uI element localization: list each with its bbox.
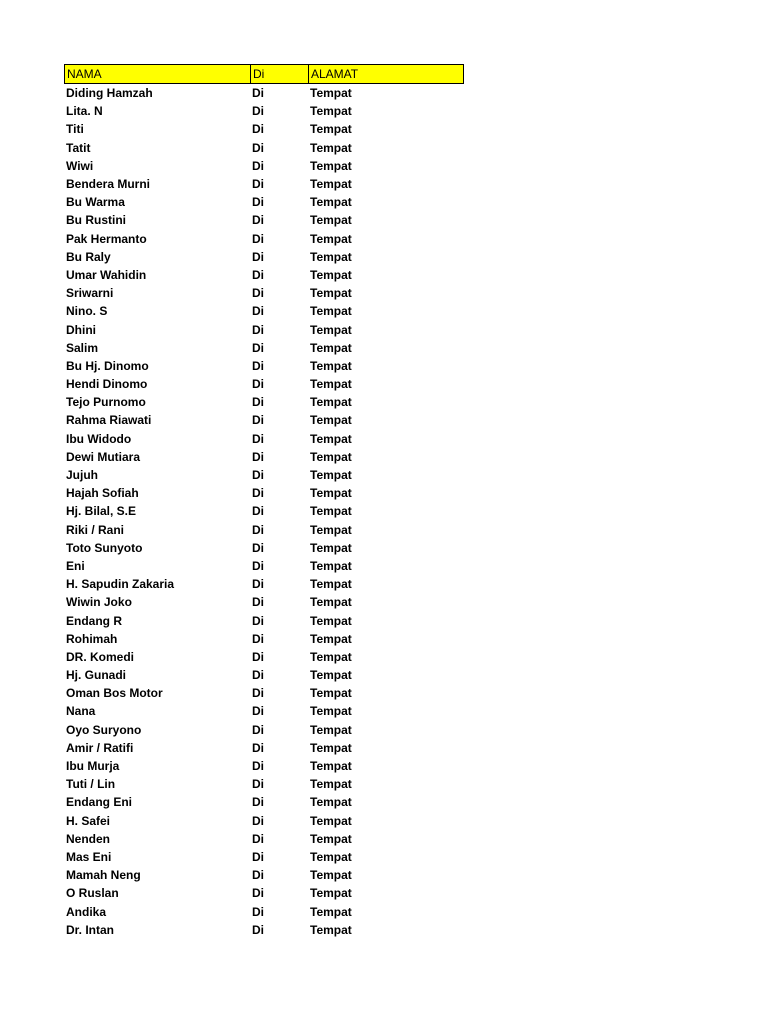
cell-di[interactable]: Di — [252, 413, 264, 428]
cell-nama[interactable]: Tejo Purnomo — [66, 395, 146, 410]
table-row — [64, 757, 464, 775]
cell-di[interactable]: Di — [252, 668, 264, 683]
cell-di[interactable]: Di — [252, 922, 264, 937]
cell-alamat[interactable]: Tempat — [310, 831, 352, 846]
table-row — [64, 866, 464, 884]
table-row — [64, 230, 464, 248]
cell-nama[interactable]: Tuti / Lin — [66, 777, 116, 792]
table-row — [64, 357, 464, 375]
header-di[interactable]: Di — [251, 65, 309, 83]
cell-nama[interactable]: Wiwi — [66, 158, 94, 173]
cell-alamat[interactable]: Tempat — [310, 286, 352, 301]
table-row — [64, 266, 464, 284]
cell-di[interactable]: Di — [252, 122, 264, 137]
cell-alamat[interactable]: Tempat — [310, 267, 352, 282]
table-row — [64, 175, 464, 193]
cell-alamat[interactable]: Tempat — [310, 722, 352, 737]
table-row — [64, 812, 464, 830]
cell-nama[interactable]: Nino. S — [66, 304, 108, 319]
cell-alamat[interactable]: Tempat — [310, 377, 352, 392]
table-row — [64, 284, 464, 302]
cell-nama[interactable]: Salim — [66, 340, 99, 355]
table-row — [64, 557, 464, 575]
table-row — [64, 830, 464, 848]
cell-alamat[interactable]: Tempat — [310, 849, 352, 864]
cell-alamat[interactable]: Tempat — [310, 322, 352, 337]
cell-di[interactable]: Di — [252, 468, 264, 483]
table-row — [64, 666, 464, 684]
table-body — [64, 84, 464, 939]
cell-di[interactable]: Di — [252, 631, 264, 646]
table-row — [64, 411, 464, 429]
cell-alamat[interactable]: Tempat — [310, 468, 352, 483]
cell-di[interactable]: Di — [252, 286, 264, 301]
cell-nama[interactable]: Pak Hermanto — [66, 231, 147, 246]
cell-nama[interactable]: Bu Warma — [66, 195, 125, 210]
cell-nama[interactable]: Andika — [66, 904, 107, 919]
cell-nama[interactable]: Dewi Mutiara — [66, 449, 141, 464]
table-row — [64, 611, 464, 629]
table-row — [64, 466, 464, 484]
cell-alamat[interactable]: Tempat — [310, 140, 352, 155]
table-row — [64, 302, 464, 320]
cell-di[interactable]: Di — [252, 449, 264, 464]
cell-di[interactable]: Di — [252, 558, 264, 573]
cell-alamat[interactable]: Tempat — [310, 431, 352, 446]
cell-nama[interactable]: Nana — [66, 704, 96, 719]
table-row — [64, 739, 464, 757]
table-row — [64, 211, 464, 229]
cell-alamat[interactable]: Tempat — [310, 340, 352, 355]
cell-alamat[interactable]: Tempat — [310, 213, 352, 228]
cell-alamat[interactable]: Tempat — [310, 104, 352, 119]
cell-alamat[interactable]: Tempat — [310, 358, 352, 373]
cell-di[interactable]: Di — [252, 431, 264, 446]
cell-nama[interactable]: Bu Raly — [66, 249, 111, 264]
table-row — [64, 575, 464, 593]
cell-di[interactable]: Di — [252, 231, 264, 246]
cell-alamat[interactable]: Tempat — [310, 449, 352, 464]
cell-nama[interactable]: O Ruslan — [66, 886, 119, 901]
table-row — [64, 793, 464, 811]
cell-alamat[interactable]: Tempat — [310, 704, 352, 719]
table-row — [64, 684, 464, 702]
cell-alamat[interactable]: Tempat — [310, 158, 352, 173]
cell-nama[interactable]: Hj. Gunadi — [66, 668, 126, 683]
cell-nama[interactable]: Ibu Widodo — [66, 431, 132, 446]
cell-alamat[interactable]: Tempat — [310, 904, 352, 919]
header-alamat[interactable]: ALAMAT — [311, 67, 359, 81]
cell-alamat[interactable]: Tempat — [310, 795, 352, 810]
cell-alamat[interactable]: Tempat — [310, 577, 352, 592]
cell-alamat[interactable]: Tempat — [310, 740, 352, 755]
table-row — [64, 120, 464, 138]
cell-nama[interactable]: DR. Komedi — [66, 649, 135, 664]
cell-nama[interactable]: Umar Wahidin — [66, 267, 147, 282]
table-row — [64, 139, 464, 157]
table-row — [64, 193, 464, 211]
cell-nama[interactable]: Rahma Riawati — [66, 413, 152, 428]
table-row — [64, 430, 464, 448]
cell-di[interactable]: Di — [252, 377, 264, 392]
cell-nama[interactable]: Dr. Intan — [66, 922, 115, 937]
cell-di[interactable]: Di — [252, 86, 264, 101]
cell-di[interactable]: Di — [252, 577, 264, 592]
cell-di[interactable]: Di — [252, 595, 264, 610]
cell-alamat[interactable]: Tempat — [310, 522, 352, 537]
cell-nama[interactable]: Toto Sunyoto — [66, 540, 143, 555]
cell-di[interactable]: Di — [252, 740, 264, 755]
cell-di[interactable]: Di — [252, 195, 264, 210]
cell-nama[interactable]: Riki / Rani — [66, 522, 125, 537]
cell-di[interactable]: Di — [252, 649, 264, 664]
table-row — [64, 884, 464, 902]
cell-alamat[interactable]: Tempat — [310, 540, 352, 555]
table-row — [64, 702, 464, 720]
cell-nama[interactable]: Amir / Ratifi — [66, 740, 134, 755]
cell-alamat[interactable]: Tempat — [310, 249, 352, 264]
table-row — [64, 593, 464, 611]
cell-alamat[interactable]: Tempat — [310, 122, 352, 137]
cell-nama[interactable]: Jujuh — [66, 468, 98, 483]
cell-nama[interactable]: Dhini — [66, 322, 96, 337]
cell-alamat[interactable]: Tempat — [310, 922, 352, 937]
cell-di[interactable]: Di — [252, 177, 264, 192]
table-row — [64, 84, 464, 102]
table-row — [64, 320, 464, 338]
header-nama[interactable]: NAMA — [65, 65, 251, 83]
cell-alamat[interactable]: Tempat — [310, 613, 352, 628]
cell-di[interactable]: Di — [252, 722, 264, 737]
cell-nama[interactable]: Oman Bos Motor — [66, 686, 163, 701]
table-row — [64, 775, 464, 793]
cell-nama[interactable]: Endang Eni — [66, 795, 132, 810]
cell-nama[interactable]: Eni — [66, 558, 85, 573]
cell-di[interactable]: Di — [252, 504, 264, 519]
table-row — [64, 339, 464, 357]
cell-di[interactable]: Di — [252, 340, 264, 355]
cell-nama[interactable]: Tatit — [66, 140, 91, 155]
cell-di[interactable]: Di — [252, 759, 264, 774]
cell-nama[interactable]: Rohimah — [66, 631, 118, 646]
cell-di[interactable]: Di — [252, 486, 264, 501]
cell-alamat[interactable]: Tempat — [310, 231, 352, 246]
cell-nama[interactable]: Diding Hamzah — [66, 86, 153, 101]
table-header-row — [64, 64, 464, 84]
cell-nama[interactable]: H. Safei — [66, 813, 111, 828]
cell-alamat[interactable]: Tempat — [310, 395, 352, 410]
table-row — [64, 448, 464, 466]
table-row — [64, 375, 464, 393]
cell-alamat[interactable]: Tempat — [310, 868, 352, 883]
cell-nama[interactable]: Endang R — [66, 613, 122, 628]
table-row — [64, 648, 464, 666]
cell-nama[interactable]: Nenden — [66, 831, 111, 846]
cell-nama[interactable]: Ibu Murja — [66, 759, 120, 774]
cell-alamat[interactable]: Tempat — [310, 595, 352, 610]
cell-di[interactable]: Di — [252, 686, 264, 701]
cell-di[interactable]: Di — [252, 704, 264, 719]
cell-nama[interactable]: Hendi Dinomo — [66, 377, 148, 392]
table-row — [64, 630, 464, 648]
cell-di[interactable]: Di — [252, 831, 264, 846]
cell-di[interactable]: Di — [252, 267, 264, 282]
cell-di[interactable]: Di — [252, 213, 264, 228]
cell-di[interactable]: Di — [252, 540, 264, 555]
cell-di[interactable]: Di — [252, 395, 264, 410]
cell-alamat[interactable]: Tempat — [310, 886, 352, 901]
table-row — [64, 248, 464, 266]
table-row — [64, 539, 464, 557]
cell-alamat[interactable]: Tempat — [310, 304, 352, 319]
cell-di[interactable]: Di — [252, 904, 264, 919]
cell-di[interactable]: Di — [252, 613, 264, 628]
table-row — [64, 484, 464, 502]
cell-alamat[interactable]: Tempat — [310, 813, 352, 828]
table-row — [64, 921, 464, 939]
cell-nama[interactable]: Sriwarni — [66, 286, 114, 301]
table-row — [64, 721, 464, 739]
address-table — [64, 64, 464, 939]
cell-nama[interactable]: H. Sapudin Zakaria — [66, 577, 175, 592]
cell-alamat[interactable]: Tempat — [310, 558, 352, 573]
table-row — [64, 393, 464, 411]
cell-nama[interactable]: Bu Hj. Dinomo — [66, 358, 149, 373]
cell-di[interactable]: Di — [252, 249, 264, 264]
cell-di[interactable]: Di — [252, 358, 264, 373]
cell-alamat[interactable]: Tempat — [310, 649, 352, 664]
cell-alamat[interactable]: Tempat — [310, 777, 352, 792]
table-row — [64, 848, 464, 866]
cell-di[interactable]: Di — [252, 158, 264, 173]
cell-di[interactable]: Di — [252, 849, 264, 864]
cell-nama[interactable]: Mamah Neng — [66, 868, 141, 883]
table-row — [64, 102, 464, 120]
cell-di[interactable]: Di — [252, 868, 264, 883]
cell-nama[interactable]: Wiwin Joko — [66, 595, 132, 610]
cell-di[interactable]: Di — [252, 322, 264, 337]
cell-nama[interactable]: Hajah Sofiah — [66, 486, 139, 501]
cell-nama[interactable]: Bendera Murni — [66, 177, 151, 192]
cell-nama[interactable]: Bu Rustini — [66, 213, 126, 228]
cell-alamat[interactable]: Tempat — [310, 504, 352, 519]
cell-di[interactable]: Di — [252, 886, 264, 901]
cell-di[interactable]: Di — [252, 813, 264, 828]
cell-alamat[interactable]: Tempat — [310, 177, 352, 192]
cell-nama[interactable]: Mas Eni — [66, 849, 112, 864]
cell-di[interactable]: Di — [252, 304, 264, 319]
table-row — [64, 902, 464, 920]
cell-alamat[interactable]: Tempat — [310, 413, 352, 428]
cell-alamat[interactable]: Tempat — [310, 668, 352, 683]
table-row — [64, 502, 464, 520]
cell-alamat[interactable]: Tempat — [310, 195, 352, 210]
cell-alamat[interactable]: Tempat — [310, 759, 352, 774]
table-row — [64, 157, 464, 175]
table-row — [64, 521, 464, 539]
cell-di[interactable]: Di — [252, 104, 264, 119]
cell-alamat[interactable]: Tempat — [310, 486, 352, 501]
cell-nama[interactable]: Lita. N — [66, 104, 103, 119]
cell-di[interactable]: Di — [252, 522, 264, 537]
cell-nama[interactable]: Hj. Bilal, S.E — [66, 504, 137, 519]
cell-di[interactable]: Di — [252, 777, 264, 792]
cell-di[interactable]: Di — [252, 140, 264, 155]
cell-alamat[interactable]: Tempat — [310, 631, 352, 646]
cell-nama[interactable]: Titi — [66, 122, 84, 137]
cell-alamat[interactable]: Tempat — [310, 686, 352, 701]
cell-alamat[interactable]: Tempat — [310, 86, 352, 101]
cell-di[interactable]: Di — [252, 795, 264, 810]
cell-nama[interactable]: Oyo Suryono — [66, 722, 142, 737]
